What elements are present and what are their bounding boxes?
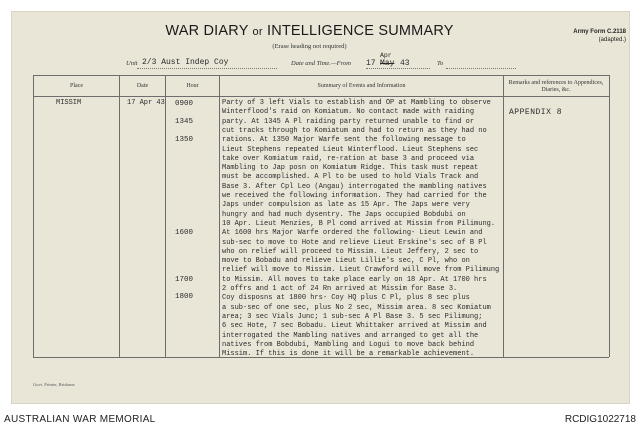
summary-line: Base 3. After Cpl Leo (Angau) interrogated the mambling natives	[222, 182, 487, 191]
col-divider-date	[165, 75, 166, 357]
archive-reference: RCDIG1022718	[564, 414, 636, 425]
entry-hour: 1350	[175, 136, 194, 144]
unit-underline	[137, 68, 277, 69]
summary-line: Coy disposns at 1800 hrs- Coy HQ plus C Pl, plus 8 sec plus	[222, 294, 470, 303]
archive-footer	[0, 404, 640, 429]
table-left-border	[33, 75, 34, 357]
form-subtitle: (Erase heading not required)	[272, 43, 347, 50]
col-header-place: Place	[70, 83, 83, 89]
summary-line: Party of 3 left Vials to establish and OP at Mambling to observe	[222, 99, 491, 107]
summary-line: party. At 1345 A Pl raiding party returned unable to find or	[222, 117, 475, 126]
summary-line: interrogated the Mambling natives and arranged to get all the	[222, 331, 479, 340]
summary-line: move to Bobadu and relieve Lieut Lillie's sec, C Pl, who on	[222, 257, 470, 266]
summary-line: 6 sec Hote, 7 sec Bobadu. Lieut Whittaker arrived at Missim and	[222, 322, 487, 331]
summary-line: who on relief will proceed to Missim. Lieut Jeffery, 2 sec to	[222, 247, 479, 256]
entry-date: 17 Apr 43	[127, 99, 165, 107]
entry-place: MISSIM	[56, 99, 82, 107]
date-month-struck: May	[380, 59, 395, 68]
col-header-date: Date	[136, 83, 149, 89]
summary-line: we received the following information. They had carried for the	[222, 192, 487, 200]
army-form-note: (adapted.)	[598, 37, 626, 43]
col-header-hour: Hour	[186, 83, 199, 89]
title-or: or	[252, 26, 263, 38]
table-right-border	[609, 75, 610, 357]
summary-line: cut tracks through to Komiatum and had to return as they had no	[222, 126, 487, 135]
summary-line: Missim. If this is done it will be a remarkable achievement.	[222, 350, 475, 359]
col-divider-hour	[219, 75, 220, 357]
army-form-ref	[573, 28, 626, 44]
archive-name: AUSTRALIAN WAR MEMORIAL	[4, 414, 156, 425]
col-header-summary: Summary of Events and Information	[317, 83, 406, 89]
unit-label: Unit	[126, 60, 138, 67]
summary-line: At 1600 hrs Major Warfe ordered the following- Lieut Lewin and	[222, 229, 483, 238]
summary-line: sub-sec to move to Hote and relieve Lieut Erskine's sec of B Pl	[222, 238, 487, 247]
date-label: Date and Time.—From	[291, 60, 351, 67]
col-divider-summary	[503, 75, 504, 357]
date-year: 43	[400, 59, 410, 68]
title-war-diary: WAR DIARY	[165, 23, 249, 39]
summary-line: hungry and had much dysentry. The Japs occupied Bobdubi on	[222, 210, 466, 219]
date-month-correction: Apr	[380, 52, 392, 59]
summary-line: Lieut Stephens repeated Lieut Winterflood. Lieut Stephens sec	[222, 145, 479, 154]
army-form-number: Army Form C.2118	[573, 29, 626, 35]
summary-line: Japs under compulsion as late as 15 Apr. The Japs were very	[222, 201, 470, 210]
entry-hour: 0900	[175, 100, 194, 108]
summary-line: must be accomplished. A Pl to be used to hold Vials Track and	[222, 173, 479, 182]
summary-line: area; 3 sec Vials Junc; 1 sub-sec A Pl Base 3. 5 sec Pilimung;	[222, 312, 483, 321]
summary-line: 10 Apr. Lieut Menzies, B Pl comd arrived at Missim from Pilimung.	[222, 219, 496, 228]
summary-line: to Missim. All moves to take place early on 18 Apr. At 1700 hrs	[222, 275, 487, 284]
summary-line: a sub-sec of one sec, plus No 2 sec, Missim area. 8 sec Komiatum	[222, 303, 491, 312]
to-underline	[446, 68, 516, 69]
summary-line: rations. At 1350 Major Warfe sent the following message to	[222, 136, 466, 145]
col-header-remarks: Remarks and references to Appendices, Diaries, &c.	[508, 80, 604, 93]
date-underline	[366, 68, 430, 69]
form-title	[0, 23, 619, 39]
unit-value: 2/3 Aust Indep Coy	[142, 58, 229, 67]
entry-hour: 1345	[175, 118, 194, 126]
entry-hour: 1800	[175, 293, 194, 301]
to-label: To	[437, 60, 444, 67]
entry-hour: 1600	[175, 229, 194, 237]
entry-hour: 1700	[175, 276, 194, 284]
summary-line: take over Komiatum raid, re-ration at base 3 and proceed via	[222, 154, 475, 163]
summary-line: 2 offrs and 1 act of 24 Rn arrived at Missim for Base 3.	[222, 285, 458, 293]
col-divider-place	[119, 75, 120, 357]
date-from-day: 17	[366, 59, 376, 68]
title-intelligence-summary: INTELLIGENCE SUMMARY	[266, 23, 454, 39]
summary-line: relief will move to Missim. Lieut Crawford will move from Pilimung	[222, 266, 500, 275]
printer-imprint: Govt. Printer, Brisbane	[33, 382, 75, 387]
summary-line: Mambling to Jap posn on Komiatum Ridge. This task must repeat	[222, 164, 479, 173]
summary-line: Winterflood's raid on Komiatum. No contact made with raiding	[222, 108, 475, 117]
summary-line: natives from Bobdubi, Mambling and Logui to move back behind	[222, 340, 475, 349]
remarks-appendix: APPENDIX 8	[509, 108, 563, 117]
